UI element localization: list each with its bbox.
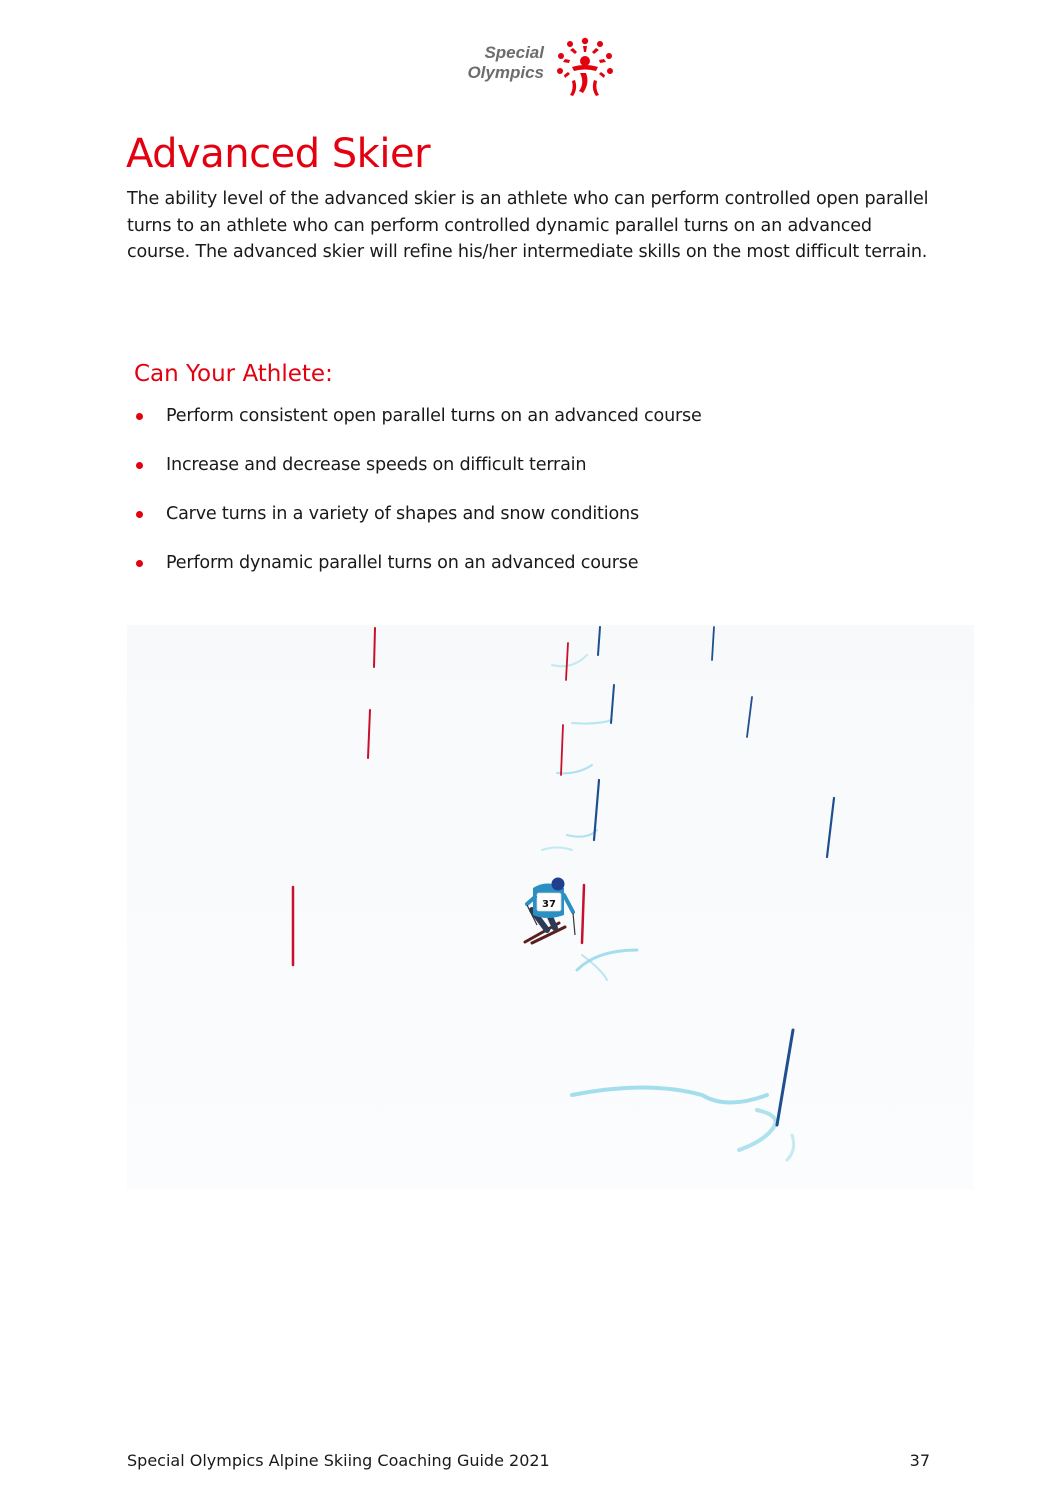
bullet-icon <box>136 511 143 518</box>
checklist <box>134 402 702 598</box>
bullet-icon <box>136 462 143 469</box>
footer-guide-title: Special Olympics Alpine Skiing Coaching Guide 2021 <box>127 1451 550 1470</box>
page-title: Advanced Skier <box>126 131 431 177</box>
intro-paragraph: The ability level of the advanced skier is an athlete who can perform controlled open parallel turns to an athlete who can perform controlled dynamic parallel turns on an advanced course. The advanced skier will refine his/her intermediate skills on the most difficult terrain. <box>127 189 929 262</box>
special-olympics-logo <box>440 33 620 99</box>
list-item <box>134 451 702 500</box>
list-item-text: Increase and decrease speeds on difficult terrain <box>166 455 587 475</box>
list-item <box>134 549 702 598</box>
slalom-course-photo <box>127 625 974 1190</box>
list-item <box>134 500 702 549</box>
list-item-text: Carve turns in a variety of shapes and snow conditions <box>166 504 639 524</box>
logo-line-2: Olympics <box>467 63 544 82</box>
page-number: 37 <box>909 1451 930 1470</box>
logo-figures-icon <box>550 33 620 99</box>
skier-bib-number: 37 <box>542 899 556 910</box>
logo-wordmark <box>440 43 544 83</box>
list-item-text: Perform dynamic parallel turns on an advanced course <box>166 553 639 573</box>
list-item <box>134 402 702 451</box>
bullet-icon <box>136 413 143 420</box>
list-item-text: Perform consistent open parallel turns on an advanced course <box>166 406 702 426</box>
checklist-heading: Can Your Athlete: <box>134 361 333 387</box>
logo-line-1: Special <box>484 43 544 62</box>
bullet-icon <box>136 560 143 567</box>
